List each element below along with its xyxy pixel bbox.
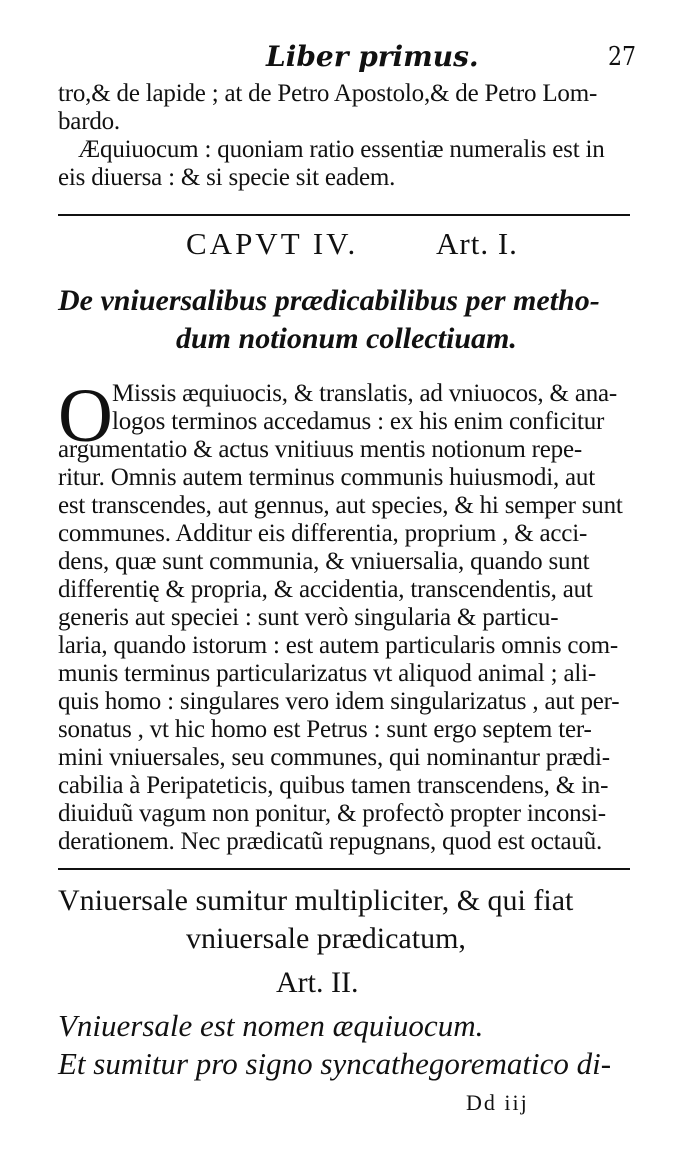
text-line: bardo.: [58, 108, 120, 135]
chapter-subtitle: dum notionum collectiuam.: [176, 322, 517, 355]
text-line: ritur. Omnis autem terminus communis huiusmodi, aut: [58, 464, 595, 491]
text-line: munis terminus particularizatus vt aliquod animal ; ali-: [58, 660, 596, 687]
horizontal-rule: [58, 868, 630, 870]
text-line: est transcendes, aut gennus, aut species, & hi semper sunt: [58, 492, 623, 519]
text-line: Missis æquiuocis, & translatis, ad vniuocos, & ana-: [112, 380, 618, 407]
text-line: eis diuersa : & si specie sit eadem.: [58, 164, 396, 191]
text-line: tro,& de lapide ; at de Petro Apostolo,& de Petro Lom-: [58, 80, 598, 107]
text-line: generis aut speciei : sunt verò singularia & particu-: [58, 604, 559, 631]
article-number: Art. I.: [436, 226, 518, 261]
text-line: quis homo : singulares vero idem singularizatus , aut per-: [58, 688, 620, 715]
text-line: sonatus , vt hic homo est Petrus : sunt ergo septem ter-: [58, 716, 592, 743]
italic-line: Et sumitur pro signo syncathegorematico di-: [58, 1046, 612, 1081]
text-line: communes. Additur eis differentia, proprium , & acci-: [58, 520, 588, 547]
chapter-subtitle: De vniuersalibus prædicabilibus per metho-: [58, 284, 600, 317]
text-line: diuiduũ vagum non ponitur, & profectò propter inconsi-: [58, 800, 606, 827]
horizontal-rule: [58, 214, 630, 216]
section-title: Vniuersale sumitur multipliciter, & qui fiat: [58, 884, 574, 917]
text-line: laria, quando istorum : est autem particularis omnis com-: [58, 632, 618, 659]
signature-mark: Dd iij: [466, 1090, 529, 1115]
page-number: 27: [608, 42, 637, 72]
text-line: logos terminos accedamus : ex his enim conficitur: [112, 408, 605, 435]
text-line: argumentatio & actus vnitiuus mentis notionum repe-: [58, 436, 582, 463]
article-number: Art. II.: [276, 966, 359, 999]
text-line: derationem. Nec prædicatũ repugnans, quod est octauũ.: [58, 828, 603, 855]
chapter-heading: CAPVT IV.: [186, 226, 359, 261]
text-line: Æquiuocum : quoniam ratio essentiæ numeralis est in: [78, 136, 605, 163]
italic-line: Vniuersale est nomen æquiuocum.: [58, 1008, 484, 1043]
text-line: mini vniuersales, seu communes, qui nominantur prædi-: [58, 744, 610, 771]
text-line: dens, quæ sunt communia, & vniuersalia, quando sunt: [58, 548, 590, 575]
text-line: cabilia à Peripateticis, quibus tamen transcendens, & in-: [58, 772, 609, 799]
drop-cap: O: [58, 374, 113, 458]
text-line: differentię & propria, & accidentia, transcendentis, aut: [58, 576, 593, 603]
section-title: vniuersale prædicatum,: [186, 922, 466, 955]
running-title: Liber primus.: [266, 40, 479, 73]
